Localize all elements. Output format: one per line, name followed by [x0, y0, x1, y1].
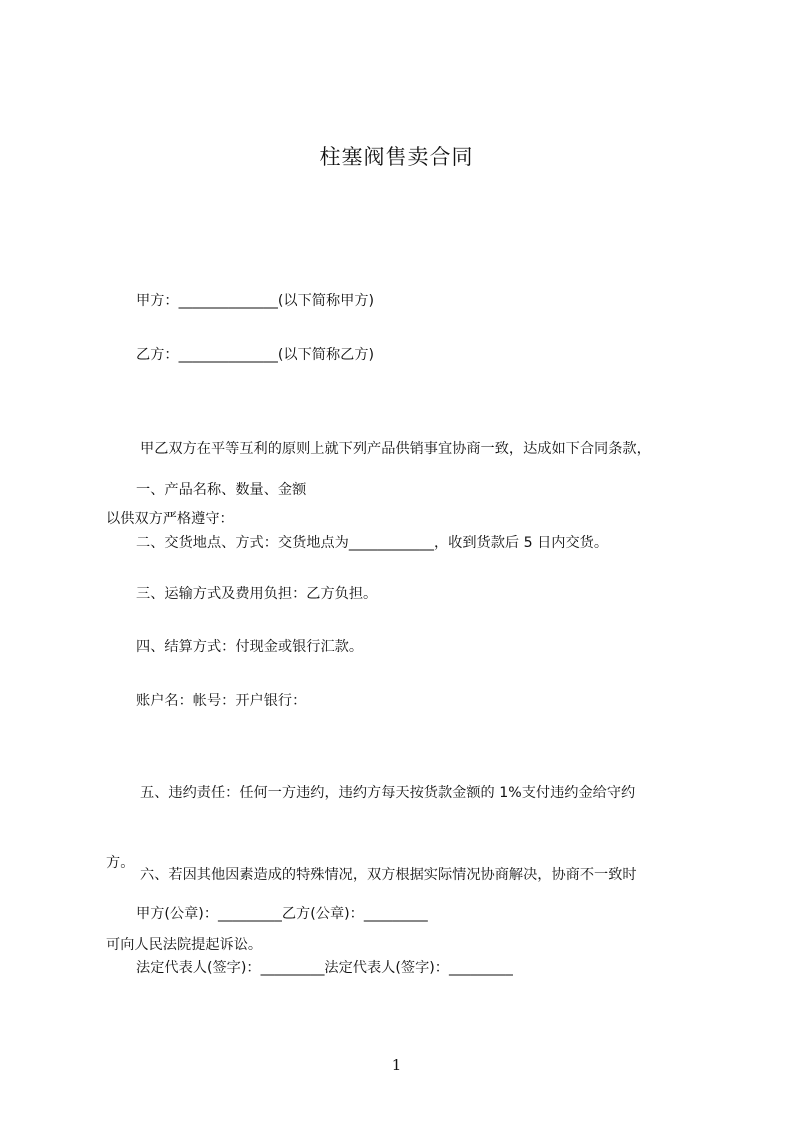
- page-number: 1: [391, 1056, 402, 1074]
- seal-line: 甲方(公章)：_________乙方(公章)：_________: [136, 906, 428, 922]
- clause-2: 二、交货地点、方式：交货地点为____________，收到货款后 5 日内交货。: [136, 535, 609, 551]
- party-b-line: 乙方：______________(以下简称乙方): [136, 347, 375, 363]
- intro-line-1: 甲乙双方在平等互利的原则上就下列产品供销事宜协商一致，达成如下合同条款，: [140, 441, 651, 457]
- signature-line: 法定代表人(签字)：_________法定代表人(签字)：_________: [136, 960, 513, 976]
- clause-5-line-1: 五、违约责任：任何一方违约，违约方每天按货款金额的 1%支付违约金给守约: [140, 785, 636, 801]
- party-a-line: 甲方：______________(以下简称甲方): [136, 293, 375, 309]
- clause-4: 四、结算方式：付现金或银行汇款。: [136, 639, 364, 655]
- account-line: 账户名：帐号：开户银行：: [136, 693, 307, 709]
- clause-6-line-2: 可向人民法院提起诉讼。: [106, 937, 263, 953]
- clause-5-line-2: 方。: [106, 855, 135, 871]
- intro-line-2: 以供双方严格遵守：: [106, 511, 234, 527]
- page-title: 柱塞阀售卖合同: [319, 145, 474, 169]
- clause-6-line-1: 六、若因其他因素造成的特殊情况，双方根据实际情况协商解决，协商不一致时: [140, 867, 637, 883]
- clause-1: 一、产品名称、数量、金额: [136, 482, 307, 498]
- clause-3: 三、运输方式及费用负担：乙方负担。: [136, 586, 378, 602]
